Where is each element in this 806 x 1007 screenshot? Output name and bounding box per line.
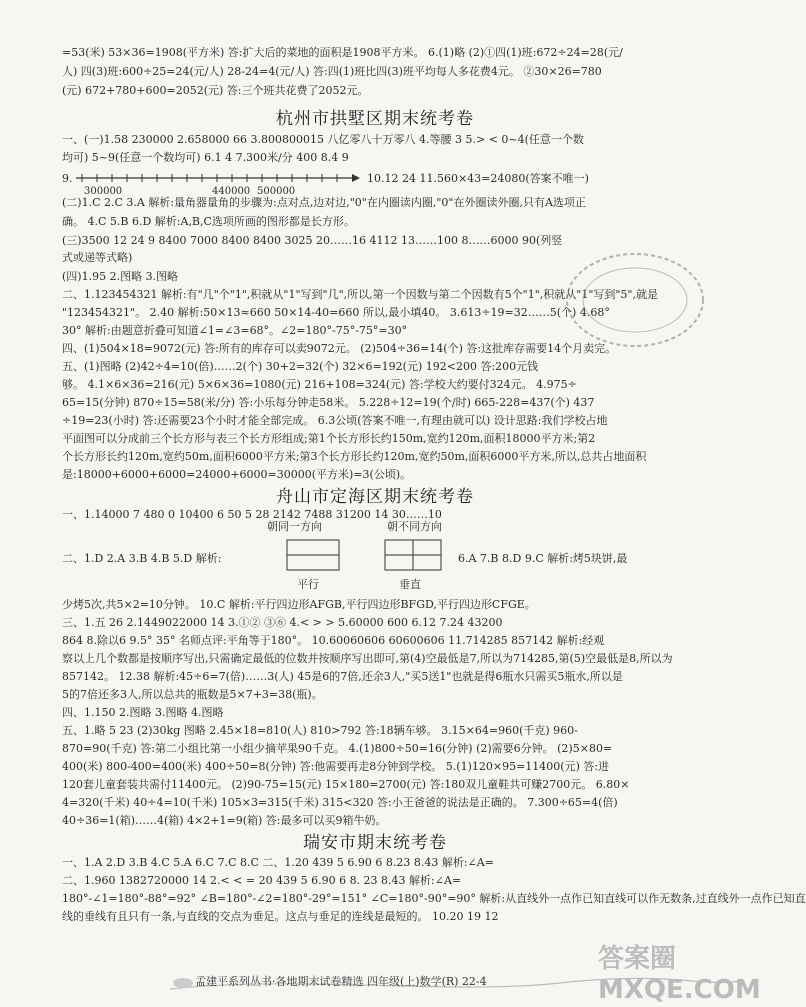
text-line: (二)1.C 2.C 3.A 解析:量角器量角的步骤为:点对点,边对边,"0"在内圈读内圈,"0"在外圈读外圈,只有A选项正 bbox=[62, 196, 586, 209]
text-line: 二、1.123454321 解析:有"几"个"1",积就从"1"写到"几",所以,第一个因数与第二个因数有5个"1",积就从"1"写到"5",就是 bbox=[62, 288, 658, 301]
text-line: 均可) 5~9(任意一个数均可) 6.1 4 7.300米/分 400 8.4 9 bbox=[62, 151, 349, 164]
text-line: (三)3500 12 24 9 8400 7000 8400 8400 3025 20……16 4112 13……100 8……6000 90(列竖 bbox=[62, 234, 563, 247]
text-line: 180°-∠1=180°-88°=92° ∠B=180°-∠2=180°-29°=151° ∠C=180°-90°=90° 解析:从直线外一点作已知直线可以作无数条,过直线外一点作已知直 bbox=[62, 892, 806, 905]
text-line: 察以上几个数都是按顺序写出,只需确定最低的位数并按顺序写出即可,第(4)空最低是7,所以为714285,第(5)空最低是8,所以为 bbox=[62, 652, 673, 665]
text-line: 个长方形长约120m,宽约50m,面积6000平方米;第3个长方形长约120m,宽约50m,面积6000平方米,所以,总共占地面积 bbox=[62, 450, 647, 463]
text-line: 确。 4.C 5.B 6.D 解析:A,B,C选项所画的图形都是长方形。 bbox=[62, 215, 355, 228]
text-line: 一、1.14000 7 480 0 10400 6 50 5 28 2142 7488 31200 14 30……10 bbox=[62, 508, 442, 521]
q10-answer: 10.12 24 11.560×43=24080(答案不唯一) bbox=[367, 172, 589, 185]
text-line: 是:18000+6000+6000=24000+6000=30000(平方米)=3(公顷)。 bbox=[62, 468, 412, 481]
site-watermark: 答案圈 MXQE.COM bbox=[598, 944, 761, 1005]
text-line: 65=15(分钟) 870÷15=58(米/分) 答:小乐每分钟走58米。 5.228÷12=19(个/时) 665-228=437(个) 437 bbox=[62, 396, 595, 409]
section-title-hangzhou: 杭州市拱墅区期末统考卷 bbox=[276, 109, 474, 129]
label-different-direction: 朝不同方向 bbox=[387, 520, 442, 533]
text-line: (元) 672+780+600=2052(元) 答:三个班共花费了2052元。 bbox=[62, 84, 369, 97]
text-line: 857142。 12.38 解析:45÷6=7(倍)……3(人) 45是6的7倍,还余3人,"买5送1"也就是得6瓶水只需买5瓶水,所以是 bbox=[62, 670, 623, 683]
text-line: 400(米) 800-400=400(米) 400÷50=8(分钟) 答:他需要再走8分钟到学校。 5.(1)120×95=11400(元) 答:进 bbox=[62, 760, 610, 773]
label-parallel: 平行 bbox=[297, 578, 319, 591]
text-line: 864 8.除以6 9.5° 35° 名师点评:平角等于180°。 10.60060606 60600606 11.714285 857142 解析:经观 bbox=[62, 634, 605, 647]
text-line: 4=320(千米) 40÷4=10(千米) 105×3=315(千米) 315<320 答:小王爸爸的说法是正确的。 7.300÷65=4(倍) bbox=[62, 796, 618, 809]
text-line: 五、1.略 5 23 (2)30kg 图略 2.45×18=810(人) 810>792 答:18辆车够。 3.15×64=960(千克) 960- bbox=[62, 724, 578, 737]
text-line: =53(米) 53×36=1908(平方米) 答:扩大后的菜地的面积是1908平方米。 6.(1)略 (2)①四(1)班:672÷24=28(元/ bbox=[62, 46, 623, 59]
text-line: 一、1.A 2.D 3.B 4.C 5.A 6.C 7.C 8.C 二、1.20 439 5 6.90 6 8.23 8.43 解析:∠A= bbox=[62, 856, 494, 869]
text-line: 30° 解析:由题意折叠可知道∠1=∠3=68°。∠2=180°-75°-75°=30° bbox=[62, 324, 408, 337]
text-line: 式或递等式略) bbox=[62, 251, 133, 264]
text-line: 二、1.D 2.A 3.B 4.B 5.D 解析: bbox=[62, 552, 222, 565]
text-line: 二、1.960 1382720000 14 2.< < = 20 439 5 6.90 6 8. 23 8.43 解析:∠A= bbox=[62, 874, 462, 887]
section-title-zhoushan: 舟山市定海区期末统考卷 bbox=[276, 487, 474, 507]
text-line: 少烤5次,共5×2=10分钟。 10.C 解析:平行四边形AFGB,平行四边形BFGD,平行四边形CFGE。 bbox=[62, 598, 536, 611]
label-same-direction: 朝同一方向 bbox=[267, 520, 322, 533]
text-line: 40÷36=1(箱)……4(箱) 4×2+1=9(箱) 答:最多可以买9箱牛奶。 bbox=[62, 814, 387, 827]
text-line: ÷19=23(小时) 答:还需要23个小时才能全部完成。 6.3公顷(答案不唯一,有理由就可以) 设计思路:我们学校占地 bbox=[62, 414, 608, 427]
text-line: 120套儿童套装共需付11400元。 (2)90-75=15(元) 15×180=2700(元) 答:180双儿童鞋共可赚2700元。 6.80× bbox=[62, 778, 630, 791]
tick-label: 440000 bbox=[212, 186, 251, 197]
text-line: 够。 4.1×6×36=216(元) 5×6×36=1080(元) 216+108=324(元) 答:学校大约要付324元。 4.975÷ bbox=[62, 378, 577, 391]
footer-text: 孟建平系列丛书·各地期末试卷精选 四年级(上)数学(R) 22-4 bbox=[195, 975, 487, 988]
label-perpendicular: 垂直 bbox=[399, 578, 421, 591]
text-line: 6.A 7.B 8.D 9.C 解析:烤5块饼,最 bbox=[458, 552, 628, 565]
text-line: 五、(1)图略 (2)42÷4=10(倍)……2(个) 30+2=32(个) 32×6=192(元) 192<200 答:200元钱 bbox=[62, 360, 539, 373]
text-line: (四)1.95 2.图略 3.图略 bbox=[62, 270, 179, 283]
parallel-perpendicular-diagram bbox=[255, 518, 485, 596]
text-line: 三、1.五 26 2.1449022000 14 3.①② ③⑥ 4.< > > 5.60000 600 6.12 7.24 43200 bbox=[62, 616, 503, 629]
text-line: 四、(1)504×18=9072(元) 答:所有的库存可以卖9072元。 (2)504÷36=14(个) 答:这批库存需要14个月卖完。 bbox=[62, 342, 617, 355]
text-line: 平面图可以分成前三个长方形与表三个长方形组成;第1个长方形长约150m,宽约120m,面积18000平方米;第2 bbox=[62, 432, 596, 445]
section-title-ruian: 瑞安市期末统考卷 bbox=[303, 833, 447, 853]
text-line: 四、1.150 2.图略 3.图略 4.图略 bbox=[62, 706, 224, 719]
tick-label: 500000 bbox=[257, 186, 296, 197]
tick-label: 300000 bbox=[84, 186, 123, 197]
text-line: 870=90(千克) 答:第二小组比第一小组少摘苹果90千克。 4.(1)800÷50=16(分钟) (2)需要6分钟。 (2)5×80= bbox=[62, 742, 613, 755]
text-line: 线的垂线有且只有一条,与直线的交点为垂足。这点与垂足的连线是最短的。 10.20 19 12 bbox=[62, 910, 499, 923]
numberline-label: 9. bbox=[62, 172, 73, 185]
text-line: 一、(一)1.58 230000 2.658000 66 3.800800015 八亿零八十万零八 4.等腰 3 5.> < 0~4(任意一个数 bbox=[62, 133, 584, 146]
text-line: 人) 四(3)班:600÷25=24(元/人) 28-24=4(元/人) 答:四(1)班比四(3)班平均每人多花费4元。 ②30×26=780 bbox=[62, 65, 602, 78]
text-line: 5的7倍还多3人,所以总共的瓶数是5×7+3=38(瓶)。 bbox=[62, 688, 323, 701]
homework-stamp bbox=[560, 245, 710, 355]
text-line: "123454321"。 2.40 解析:50×13≈660 50×14-40=660 所以,最小填40。 3.613÷19=32……5(个) 4.68° bbox=[62, 306, 610, 319]
